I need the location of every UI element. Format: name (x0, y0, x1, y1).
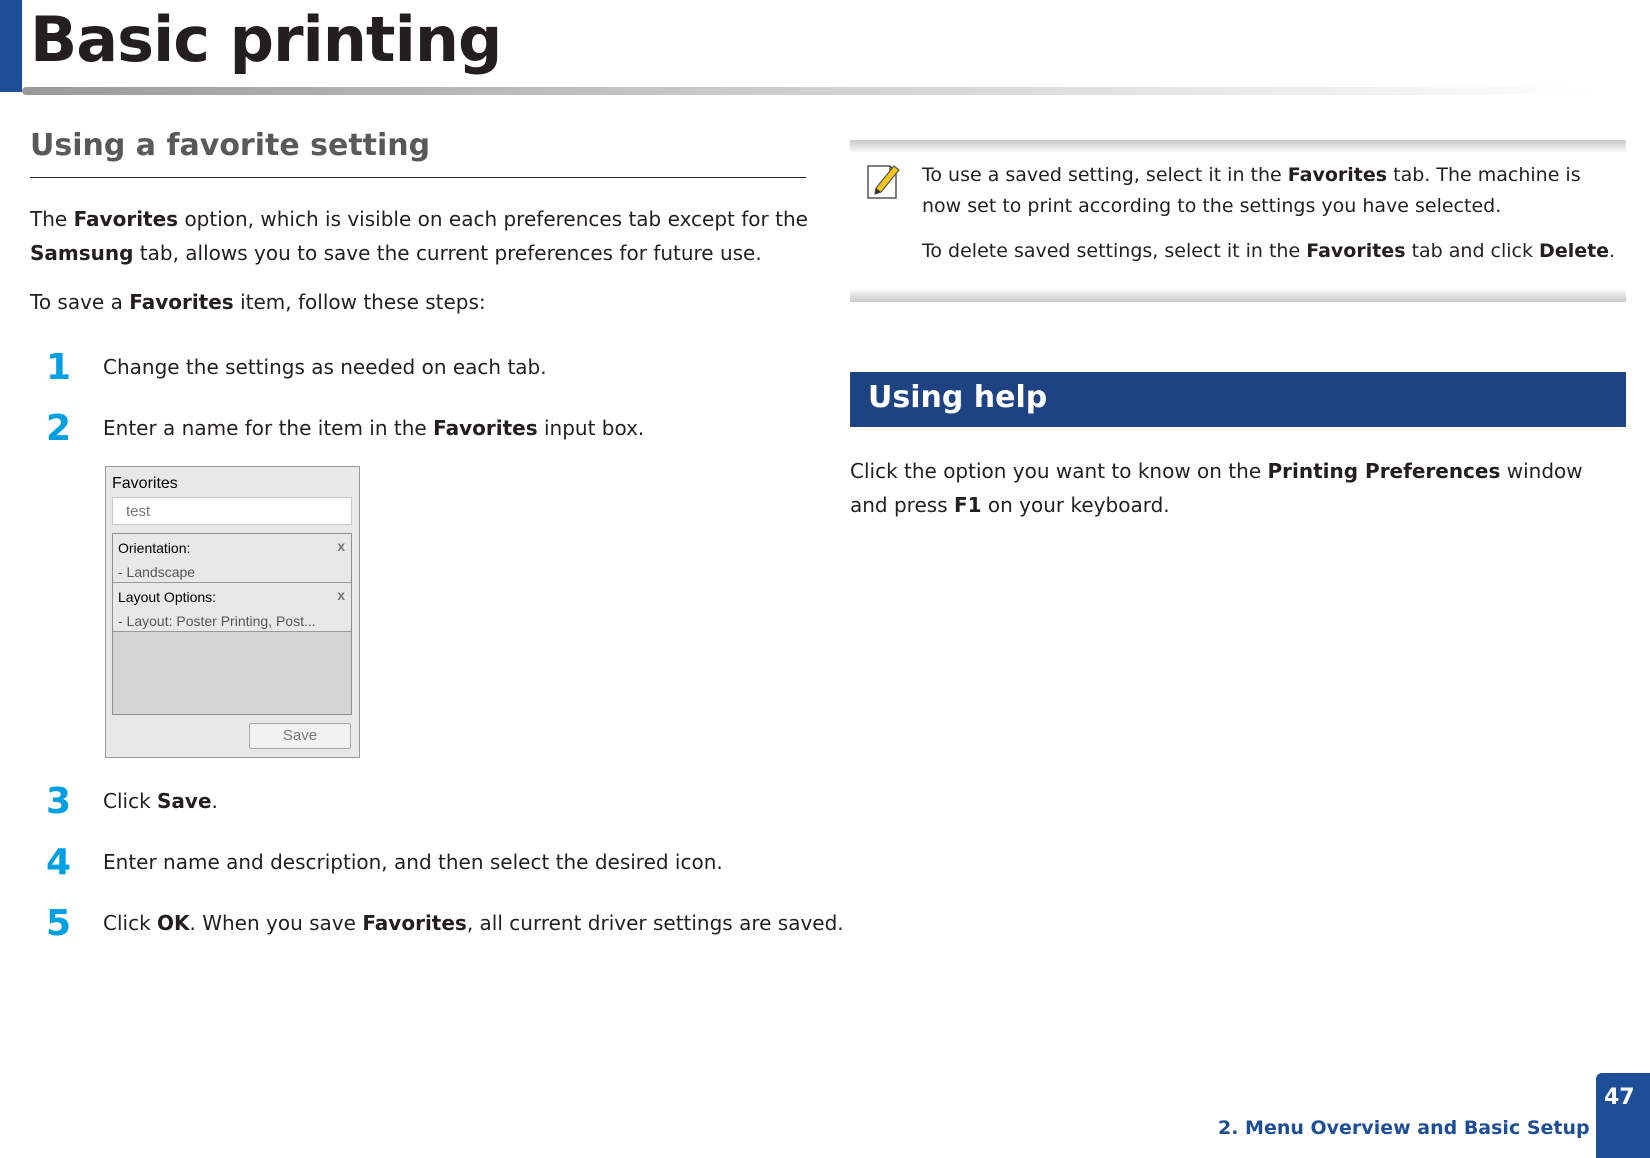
note-text: To use a saved setting, select it in the (922, 164, 1282, 186)
step-1 (30, 347, 820, 393)
item-value: - Layout: Poster Printing, Post... (118, 613, 316, 629)
intro-paragraph (30, 202, 810, 270)
intro-text: option, which is visible on each preferences tab except for the (184, 207, 808, 231)
step-number: 3 (46, 781, 72, 822)
step-text (103, 414, 644, 442)
save-button[interactable]: Save (249, 723, 351, 749)
note-text: To delete saved settings, select it in the (922, 240, 1301, 262)
favorites-input-value: test (126, 503, 151, 520)
step-text (103, 909, 844, 937)
remove-icon[interactable]: x (337, 538, 345, 554)
step-number: 1 (46, 347, 72, 388)
help-text: on your keyboard. (987, 493, 1170, 517)
step-text-part: , all current driver settings are saved. (466, 911, 844, 935)
intro-favorites: Favorites (73, 207, 179, 231)
note-text: . (1609, 240, 1616, 262)
item-key: Layout Options: (118, 589, 217, 605)
step-text-part: . (211, 789, 218, 813)
header-divider (22, 87, 1592, 95)
note-bottom-border (850, 290, 1626, 302)
step-number: 5 (46, 903, 72, 944)
note-text: tab. The machine is now set to print according to the settings you have selected. (922, 164, 1581, 217)
step-text-part: . When you save (189, 911, 356, 935)
favorites-dialog (105, 466, 360, 758)
step-3 (30, 781, 820, 827)
remove-icon[interactable]: x (337, 587, 345, 603)
step-bold: Save (157, 789, 212, 813)
help-text: Click the option you want to know on the (850, 459, 1262, 483)
footer-chapter: 2. Menu Overview and Basic Setup (1218, 1117, 1590, 1139)
section-title: Using a favorite setting (30, 128, 431, 163)
intro-text: The (30, 207, 68, 231)
step-text-part: Click (103, 911, 151, 935)
note-bold: Favorites (1287, 164, 1388, 186)
save-text: To save a (30, 290, 123, 314)
help-bold: F1 (953, 493, 982, 517)
help-section-banner (850, 372, 1626, 427)
note-pencil-icon (866, 162, 902, 200)
step-bold: OK (157, 911, 190, 935)
header-accent-bar (0, 0, 22, 92)
list-item[interactable] (113, 583, 351, 632)
favorites-settings-list (112, 533, 352, 715)
step-text-part: Enter a name for the item in the (103, 416, 427, 440)
help-paragraph (850, 454, 1626, 522)
step-text-part: Click (103, 789, 151, 813)
page-title: Basic printing (30, 3, 502, 76)
note-line-2 (922, 236, 1622, 267)
step-4 (30, 842, 820, 888)
note-top-border (850, 140, 1626, 152)
intro-text: tab, allows you to save the current preferences for future use. (139, 241, 762, 265)
favorites-input[interactable] (112, 497, 352, 525)
section-divider (30, 177, 806, 178)
favorites-dialog-title: Favorites (112, 475, 178, 492)
help-bold: Printing Preferences (1267, 459, 1501, 483)
item-key: Orientation: (118, 540, 191, 556)
step-bold: Favorites (362, 911, 467, 935)
save-favorites: Favorites (129, 290, 234, 314)
step-text: Change the settings as needed on each tab. (103, 355, 547, 379)
help-section-title: Using help (868, 380, 1048, 415)
step-5 (30, 903, 844, 949)
step-text (103, 787, 218, 815)
footer-page-number: 47 (1604, 1085, 1635, 1110)
step-text-part: input box. (543, 416, 645, 440)
footer-page-badge (1596, 1073, 1650, 1158)
item-value: - Landscape (118, 564, 196, 580)
step-number: 2 (46, 408, 72, 449)
list-item[interactable] (113, 534, 351, 583)
save-text: item, follow these steps: (240, 290, 486, 314)
note-bold: Delete (1539, 240, 1610, 262)
note-line-1 (922, 160, 1622, 222)
step-bold: Favorites (433, 416, 538, 440)
step-number: 4 (46, 842, 72, 883)
intro-samsung: Samsung (30, 241, 134, 265)
step-2 (30, 408, 820, 454)
note-box (850, 140, 1626, 302)
save-instructions (30, 285, 810, 319)
step-text: Enter name and description, and then select the desired icon. (103, 850, 723, 874)
note-bold: Favorites (1306, 240, 1406, 262)
help-text: window and press (850, 459, 1583, 517)
note-text: tab and click (1411, 240, 1533, 262)
